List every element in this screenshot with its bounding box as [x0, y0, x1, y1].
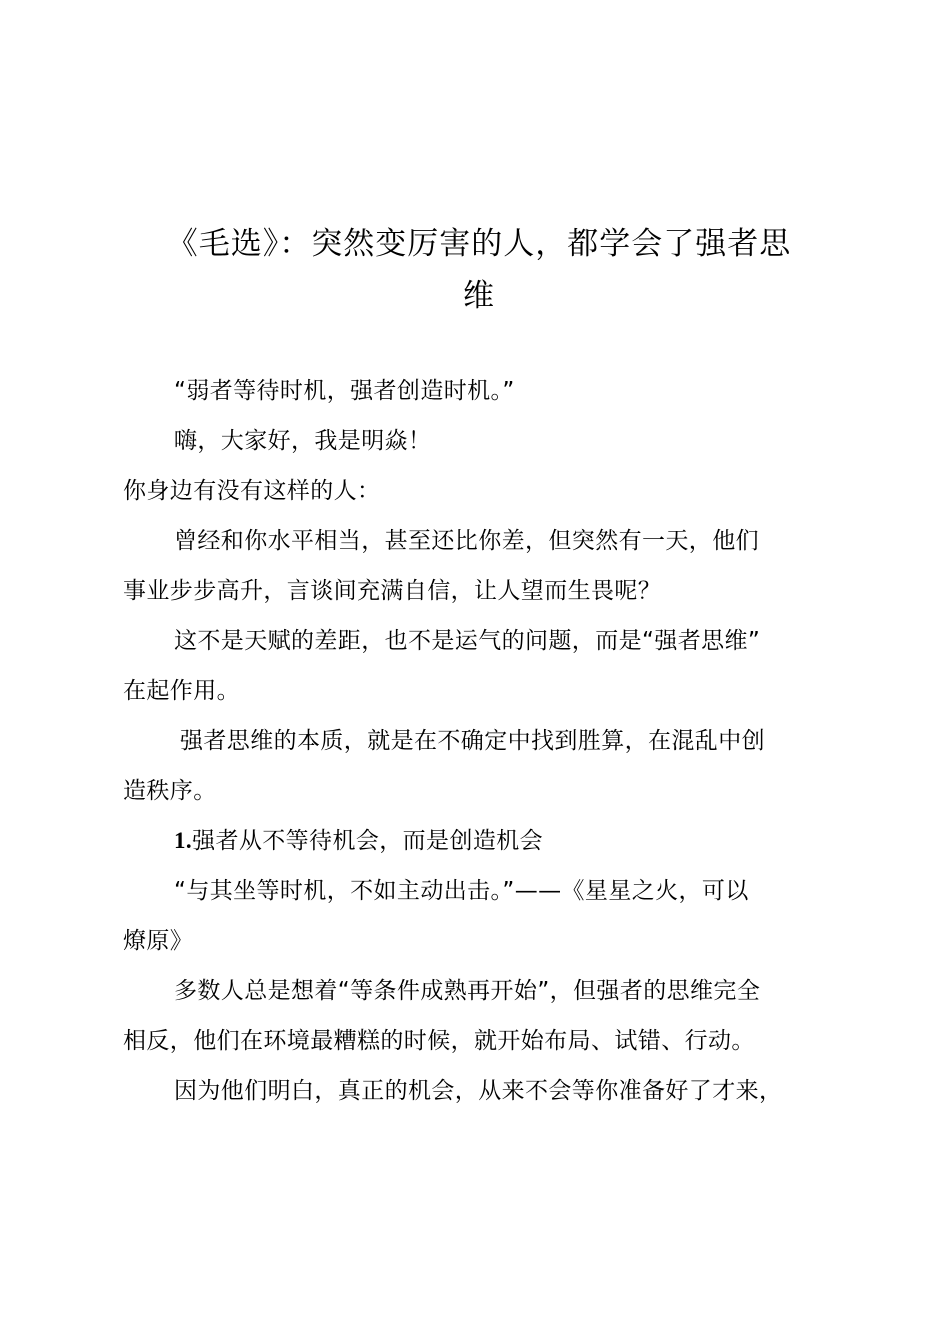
paragraph-2-line-1: 这不是天赋的差距，也不是运气的问题，而是“强者思维” — [174, 628, 761, 654]
paragraph-4-line-1: 多数人总是想着“等条件成熟再开始”，但强者的思维完全 — [174, 978, 761, 1004]
paragraph-3-line-2: 造秩序。 — [123, 778, 217, 804]
paragraph-1-line-1: 曾经和你水平相当，甚至还比你差，但突然有一天，他们 — [174, 528, 759, 554]
paragraph-5-line-1: 因为他们明白，真正的机会，从来不会等你准备好了才来， — [174, 1078, 783, 1104]
section-heading — [174, 826, 543, 856]
title-line-2: 维 — [463, 278, 495, 314]
paragraph-1-line-2: 事业步步高升，言谈间充满自信，让人望而生畏呢？ — [123, 578, 662, 604]
paragraph-3-line-1: 强者思维的本质，就是在不确定中找到胜算，在混乱中创 — [180, 728, 765, 754]
paragraph-4-line-2: 相反，他们在环境最糟糕的时候，就开始布局、试错、行动。 — [123, 1028, 755, 1054]
paragraph-2-line-2: 在起作用。 — [123, 678, 240, 704]
greeting-line: 嗨，大家好，我是明焱！ — [174, 428, 432, 454]
question-line: 你身边有没有这样的人： — [123, 478, 381, 504]
section-heading-text: 强者从不等待机会，而是创造机会 — [192, 828, 544, 854]
citation-line-2: 燎原》 — [123, 928, 194, 954]
title-line-1: 《毛选》：突然变厉害的人，都学会了强者思 — [166, 226, 792, 262]
document-title — [120, 218, 838, 322]
section-number: 1. — [174, 828, 193, 853]
quote-line: “弱者等待时机，强者创造时机。” — [174, 378, 515, 404]
citation-line-1: “与其坐等时机，不如主动出击。”——《星星之火，可以 — [174, 878, 749, 904]
